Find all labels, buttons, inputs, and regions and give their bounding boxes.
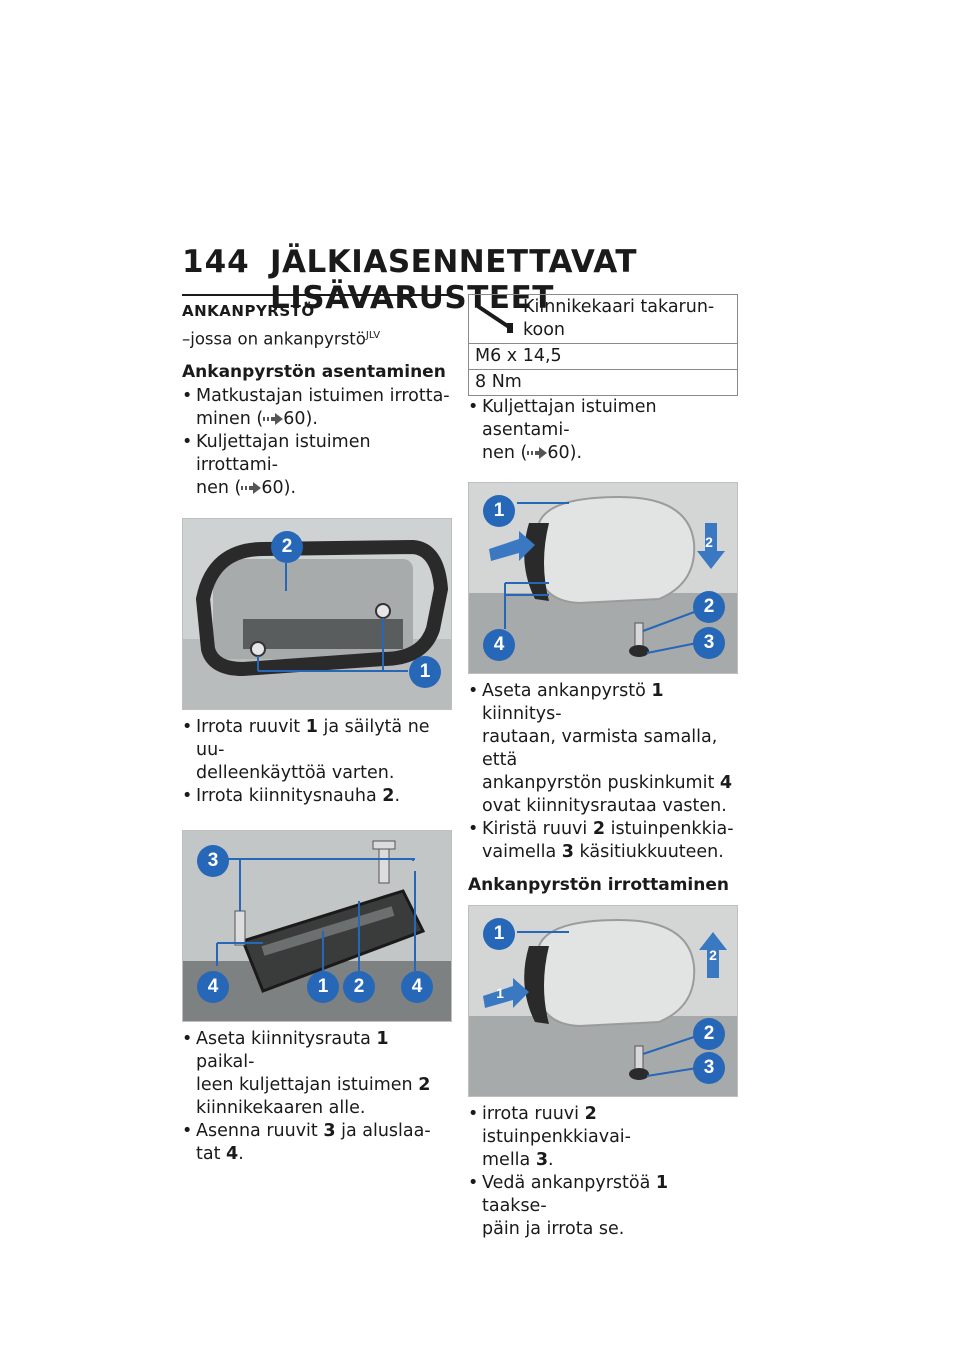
callout-2: 2: [343, 971, 375, 1003]
step-text: rautaan, varmista samalla, että: [482, 727, 718, 770]
callout-4: 4: [197, 971, 229, 1003]
step-text: Matkustajan istuimen irrotta-: [196, 385, 450, 406]
tailpiece-steps: [468, 680, 738, 864]
remove-heading: Ankanpyrstön irrottaminen: [468, 875, 729, 895]
callout-3: 3: [197, 845, 229, 877]
step-text: minen (: [196, 408, 264, 429]
torque-table: [468, 294, 738, 396]
step-tighten-screw: [468, 818, 738, 864]
step-text: ankanpyrstön puskinkumit: [482, 773, 720, 793]
figure-bracket-installation: [182, 830, 452, 1022]
removal-steps: [182, 716, 452, 808]
step-text: leen kuljettajan istuimen: [196, 1074, 419, 1095]
callout-2-arrow: 2: [709, 947, 717, 963]
step-text: Kuljettajan istuimen irrottami-: [196, 431, 371, 475]
item-number: 3: [535, 1150, 549, 1170]
page-reference[interactable]: 60).: [283, 408, 318, 429]
step-text: istuinpenkkia-: [605, 819, 734, 839]
step-text: Aseta ankanpyrstö: [482, 681, 652, 701]
table-row: [469, 295, 738, 344]
item-number: 3: [323, 1120, 336, 1141]
item-number: 1: [376, 1028, 389, 1049]
callout-3: 3: [693, 627, 725, 659]
item-number: 1: [305, 716, 318, 737]
step-text: nen (: [196, 477, 242, 498]
step-text: istuinpenkkiavai-: [482, 1127, 631, 1147]
tool-name-line1: Kiinnikekaari takarun-: [523, 297, 715, 317]
step-text: delleenkäyttöä varten.: [196, 762, 395, 783]
step-text: Vedä ankanpyrstöä: [482, 1173, 656, 1193]
callout-4: 4: [401, 971, 433, 1003]
page-number: 144: [182, 244, 250, 280]
right-column: [468, 294, 738, 1241]
torque-value: 8 Nm: [469, 370, 738, 396]
item-number: 4: [226, 1143, 239, 1164]
step-text: Kiristä ruuvi: [482, 819, 593, 839]
callout-2-arrow: 2: [705, 534, 713, 550]
callout-1: 1: [483, 918, 515, 950]
item-number: 3: [561, 842, 574, 862]
bolt-size: M6 x 14,5: [469, 344, 738, 370]
step-text: Irrota kiinnitysnauha: [196, 785, 383, 806]
item-number: 2: [382, 785, 395, 806]
step-text: kiinnitys-: [482, 704, 562, 724]
callout-3: 3: [693, 1052, 725, 1084]
step-text: kiinnikekaaren alle.: [196, 1097, 366, 1118]
table-row: [469, 370, 738, 396]
figure-luggage-rack-removal: [182, 518, 452, 710]
callout-1: 1: [409, 656, 441, 688]
install-rider-seat-step: [468, 396, 738, 465]
step-loosen-screw: [468, 1103, 738, 1172]
figure-tailpiece-installation: [468, 482, 738, 674]
page-reference-arrow-icon[interactable]: [263, 413, 283, 425]
step-pull-tailpiece: [468, 1172, 738, 1241]
step-text: taakse-: [482, 1196, 547, 1216]
item-number: 1: [651, 681, 664, 701]
step-text: .: [548, 1150, 554, 1170]
step-text: Kuljettajan istuimen asentami-: [482, 397, 657, 440]
bracket-steps: [182, 1028, 452, 1166]
page-reference[interactable]: 60).: [261, 477, 297, 498]
tool-cell: [469, 295, 738, 344]
page-reference-arrow-icon[interactable]: [241, 482, 261, 494]
step-remove-rider-seat: [182, 431, 452, 500]
step-text: tat: [196, 1143, 227, 1164]
callout-2: 2: [693, 591, 725, 623]
torque-wrench-icon: [475, 303, 519, 335]
callout-2: 2: [271, 531, 303, 563]
step-text: Irrota ruuvit: [196, 716, 306, 737]
item-number: 2: [584, 1104, 597, 1124]
install-heading: Ankanpyrstön asentaminen: [182, 361, 446, 382]
step-text: .: [394, 785, 401, 806]
step-remove-passenger-seat: [182, 385, 452, 431]
step-text: .: [238, 1143, 244, 1164]
item-number: 4: [719, 773, 733, 793]
section-title: ANKANPYRSTÖ: [182, 294, 452, 322]
callout-2: 2: [693, 1018, 725, 1050]
step-remove-strap: [182, 785, 452, 808]
step-text: paikal-: [196, 1051, 255, 1072]
removal-tailpiece-steps: [468, 1103, 738, 1241]
page-reference[interactable]: 60).: [547, 443, 583, 463]
page-title: JÄLKIASENNETTAVAT LISÄVARUSTEET: [270, 244, 637, 316]
step-install-screws: [182, 1120, 452, 1166]
step-text: Aseta kiinnitysrauta: [196, 1028, 377, 1049]
step-text: ja aluslaa-: [335, 1120, 431, 1141]
step-text: mella: [482, 1150, 536, 1170]
prep-steps: [182, 385, 452, 500]
callout-1: 1: [307, 971, 339, 1003]
left-column: [182, 294, 452, 1166]
step-remove-screws: [182, 716, 452, 785]
table-row: [469, 344, 738, 370]
item-number: 2: [418, 1074, 431, 1095]
condition-line: [182, 324, 452, 351]
step-text: päin ja irrota se.: [482, 1219, 625, 1239]
step-position-bracket: [182, 1028, 452, 1120]
condition-code: JLV: [365, 330, 381, 341]
step-text: nen (: [482, 443, 528, 463]
step-text: vaimella: [482, 842, 562, 862]
step-text: Asenna ruuvit: [196, 1120, 324, 1141]
page-reference-arrow-icon[interactable]: [527, 447, 547, 459]
figure-tailpiece-removal: [468, 905, 738, 1097]
item-number: 2: [592, 819, 606, 839]
step-text: irrota ruuvi: [482, 1104, 585, 1124]
callout-4: 4: [483, 629, 515, 661]
step-text: ovat kiinnitysrautaa vasten.: [482, 796, 727, 816]
item-number: 1: [655, 1173, 669, 1193]
step-install-rider-seat: [468, 396, 738, 465]
callout-1: 1: [483, 495, 515, 527]
step-text: ja säilytä ne uu-: [196, 716, 430, 760]
callout-1-arrow: 1: [496, 985, 504, 1001]
step-text: käsitiukkuuteen.: [573, 842, 724, 862]
step-place-tailpiece: [468, 680, 738, 818]
tool-name-line2: koon: [523, 320, 566, 340]
condition-text: –jossa on ankanpyrstö: [182, 329, 366, 349]
